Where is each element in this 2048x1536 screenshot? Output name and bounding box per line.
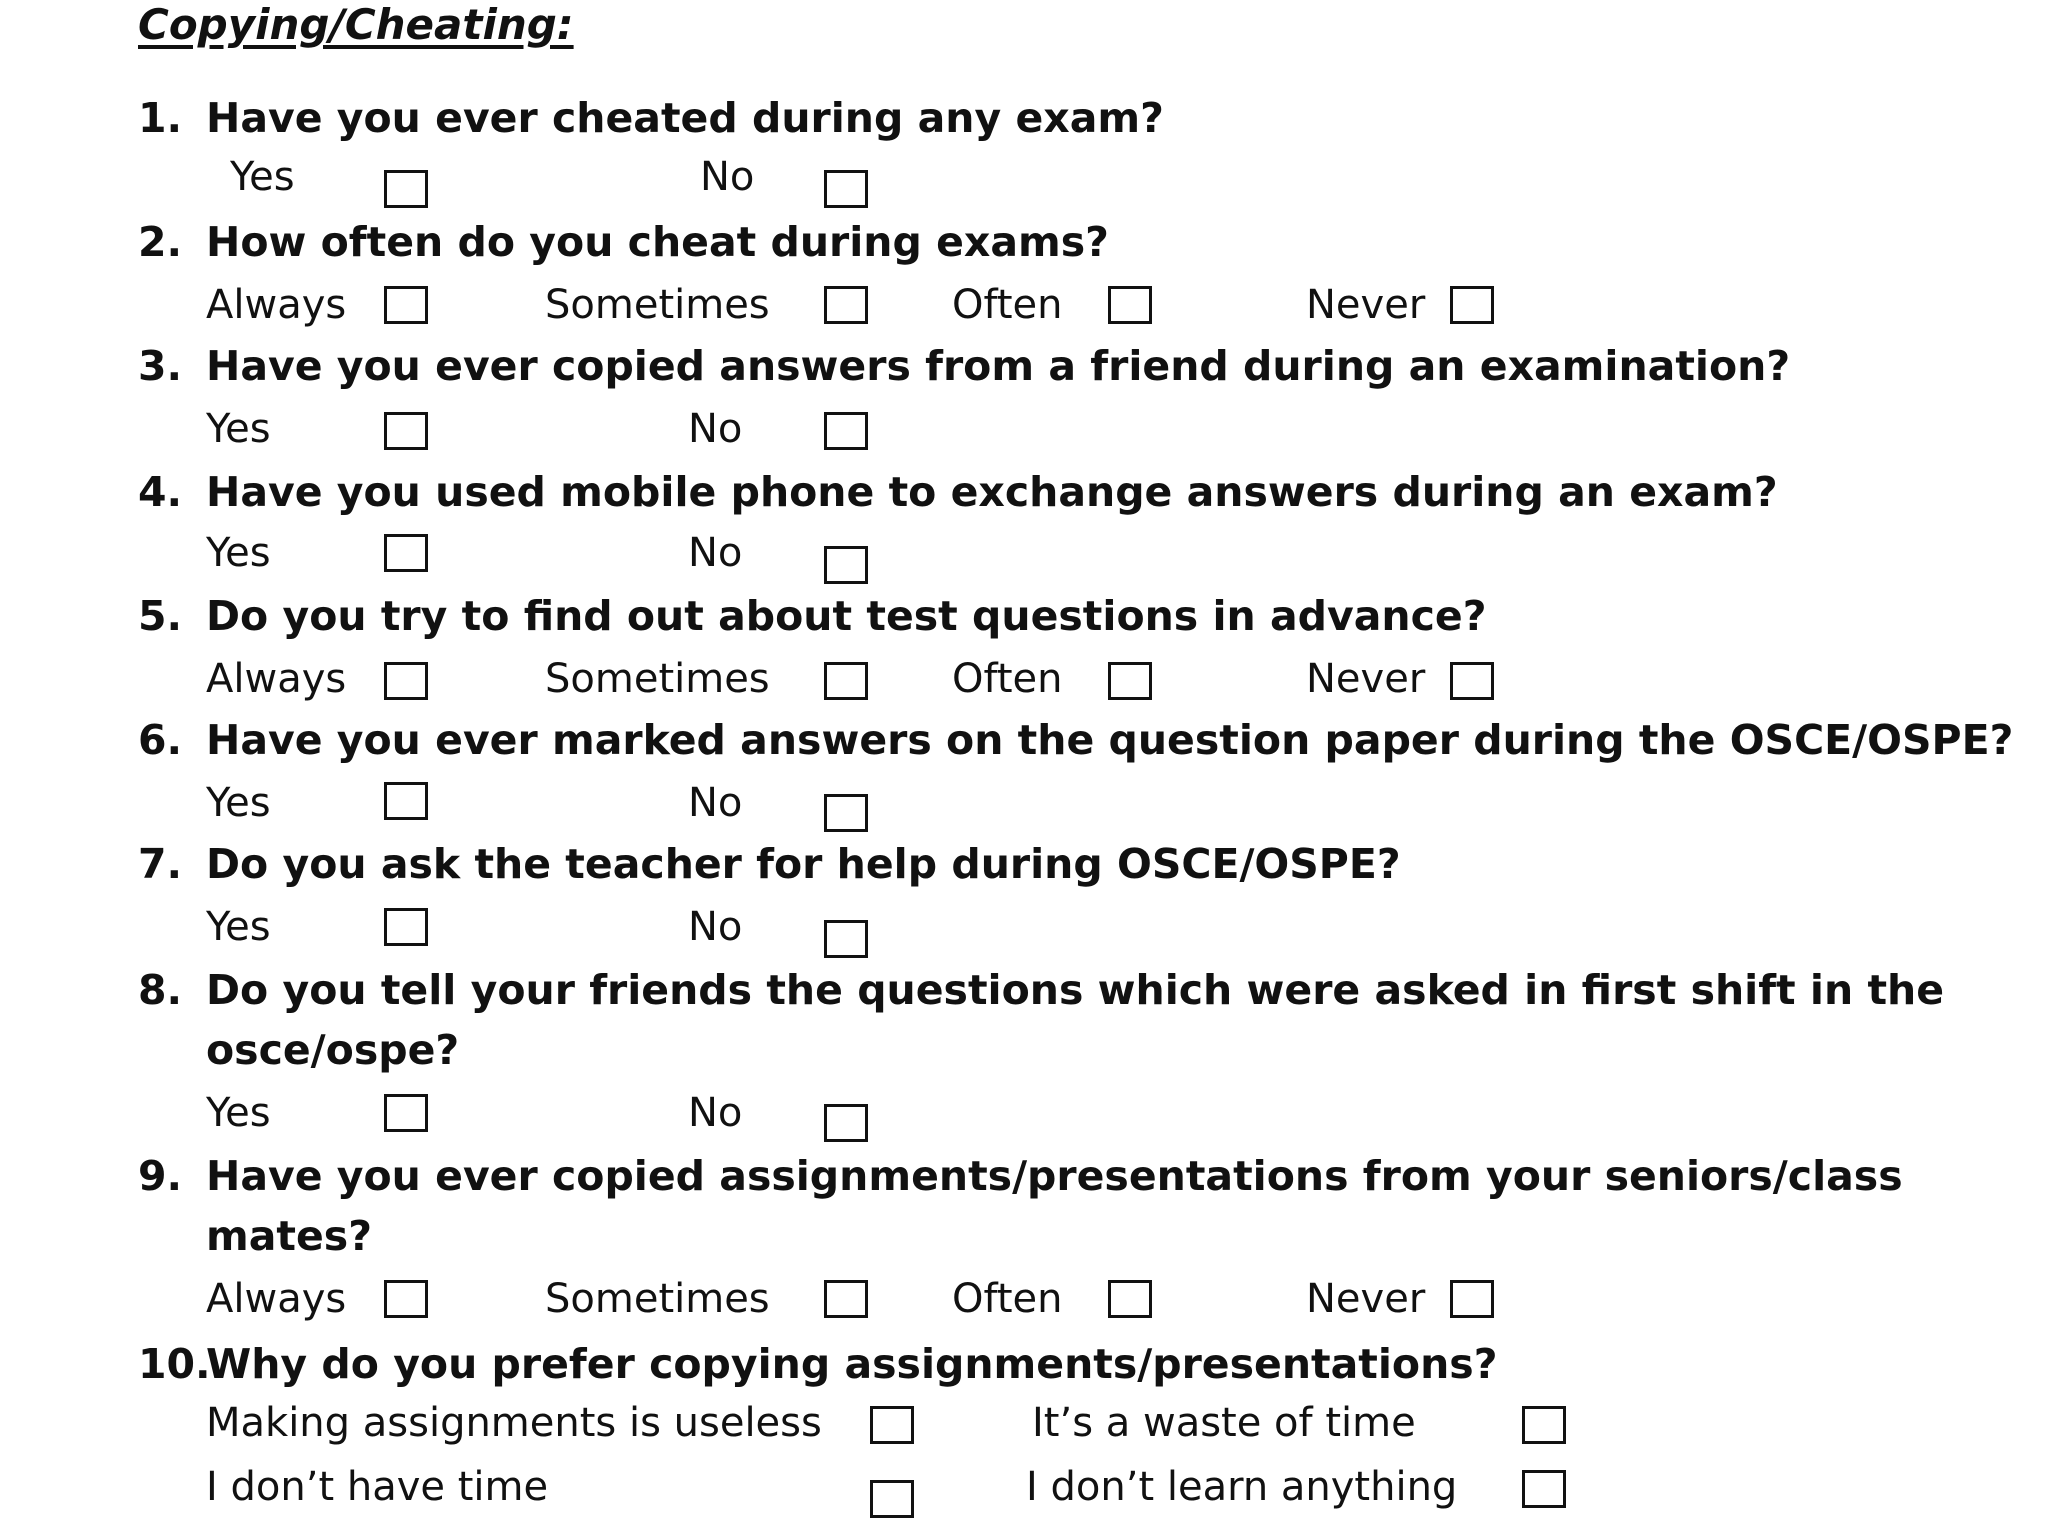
option-label-never: Never [1306, 282, 1426, 328]
option-label-useless: Making assignments is useless [206, 1400, 822, 1446]
question-text: Have you used mobile phone to exchange answers during an exam? [206, 468, 1778, 516]
option-label-yes: Yes [230, 154, 295, 200]
checkbox-no[interactable] [824, 412, 868, 450]
question-text-line-2: osce/ospe? [206, 1026, 460, 1074]
option-label-often: Often [952, 1276, 1063, 1322]
question-number: 10. [138, 1340, 211, 1388]
option-label-no: No [700, 154, 755, 200]
option-label-often: Often [952, 282, 1063, 328]
checkbox-yes[interactable] [384, 782, 428, 820]
checkbox-no-time[interactable] [870, 1480, 914, 1518]
option-label-always: Always [206, 282, 347, 328]
checkbox-never[interactable] [1450, 662, 1494, 700]
checkbox-never[interactable] [1450, 1280, 1494, 1318]
option-label-learn-nothing: I don’t learn anything [1026, 1464, 1458, 1510]
question-number: 2. [138, 218, 183, 266]
checkbox-no[interactable] [824, 920, 868, 958]
option-label-no-time: I don’t have time [206, 1464, 549, 1510]
question-text: Why do you prefer copying assignments/presentations? [206, 1340, 1498, 1388]
section-heading: Copying/Cheating: [138, 0, 574, 49]
option-label-no: No [688, 406, 743, 452]
question-number: 6. [138, 716, 183, 764]
checkbox-no[interactable] [824, 1104, 868, 1142]
checkbox-no[interactable] [824, 546, 868, 584]
checkbox-yes[interactable] [384, 170, 428, 208]
checkbox-learn-nothing[interactable] [1522, 1470, 1566, 1508]
question-number: 5. [138, 592, 183, 640]
option-label-sometimes: Sometimes [545, 1276, 770, 1322]
question-number: 9. [138, 1152, 183, 1200]
option-label-yes: Yes [206, 1090, 271, 1136]
question-text: Have you ever marked answers on the question paper during the OSCE/OSPE? [206, 716, 2014, 764]
option-label-never: Never [1306, 656, 1426, 702]
option-label-waste-of-time: It’s a waste of time [1032, 1400, 1416, 1446]
checkbox-often[interactable] [1108, 286, 1152, 324]
question-text: Do you ask the teacher for help during OSCE/OSPE? [206, 840, 1401, 888]
option-label-no: No [688, 1090, 743, 1136]
option-label-sometimes: Sometimes [545, 282, 770, 328]
question-number: 3. [138, 342, 183, 390]
question-number: 7. [138, 840, 183, 888]
question-number: 1. [138, 94, 183, 142]
checkbox-no[interactable] [824, 170, 868, 208]
option-label-no: No [688, 904, 743, 950]
option-label-sometimes: Sometimes [545, 656, 770, 702]
checkbox-sometimes[interactable] [824, 662, 868, 700]
checkbox-no[interactable] [824, 794, 868, 832]
option-label-yes: Yes [206, 780, 271, 826]
checkbox-often[interactable] [1108, 662, 1152, 700]
question-text-line-1: Have you ever copied assignments/presentations from your seniors/class [206, 1152, 1903, 1200]
option-label-no: No [688, 780, 743, 826]
checkbox-always[interactable] [384, 286, 428, 324]
checkbox-yes[interactable] [384, 534, 428, 572]
option-label-never: Never [1306, 1276, 1426, 1322]
checkbox-waste-of-time[interactable] [1522, 1406, 1566, 1444]
option-label-always: Always [206, 1276, 347, 1322]
checkbox-often[interactable] [1108, 1280, 1152, 1318]
question-text: Have you ever cheated during any exam? [206, 94, 1164, 142]
option-label-often: Often [952, 656, 1063, 702]
checkbox-useless[interactable] [870, 1406, 914, 1444]
checkbox-yes[interactable] [384, 412, 428, 450]
checkbox-never[interactable] [1450, 286, 1494, 324]
checkbox-sometimes[interactable] [824, 1280, 868, 1318]
question-text: Do you try to find out about test questions in advance? [206, 592, 1487, 640]
option-label-yes: Yes [206, 904, 271, 950]
option-label-yes: Yes [206, 530, 271, 576]
checkbox-always[interactable] [384, 662, 428, 700]
checkbox-always[interactable] [384, 1280, 428, 1318]
option-label-always: Always [206, 656, 347, 702]
question-text-line-2: mates? [206, 1212, 372, 1260]
option-label-yes: Yes [206, 406, 271, 452]
question-number: 8. [138, 966, 183, 1014]
question-text: Have you ever copied answers from a friend during an examination? [206, 342, 1791, 390]
checkbox-yes[interactable] [384, 908, 428, 946]
question-number: 4. [138, 468, 183, 516]
checkbox-yes[interactable] [384, 1094, 428, 1132]
option-label-no: No [688, 530, 743, 576]
question-text: How often do you cheat during exams? [206, 218, 1109, 266]
question-text-line-1: Do you tell your friends the questions which were asked in first shift in the [206, 966, 1945, 1014]
checkbox-sometimes[interactable] [824, 286, 868, 324]
